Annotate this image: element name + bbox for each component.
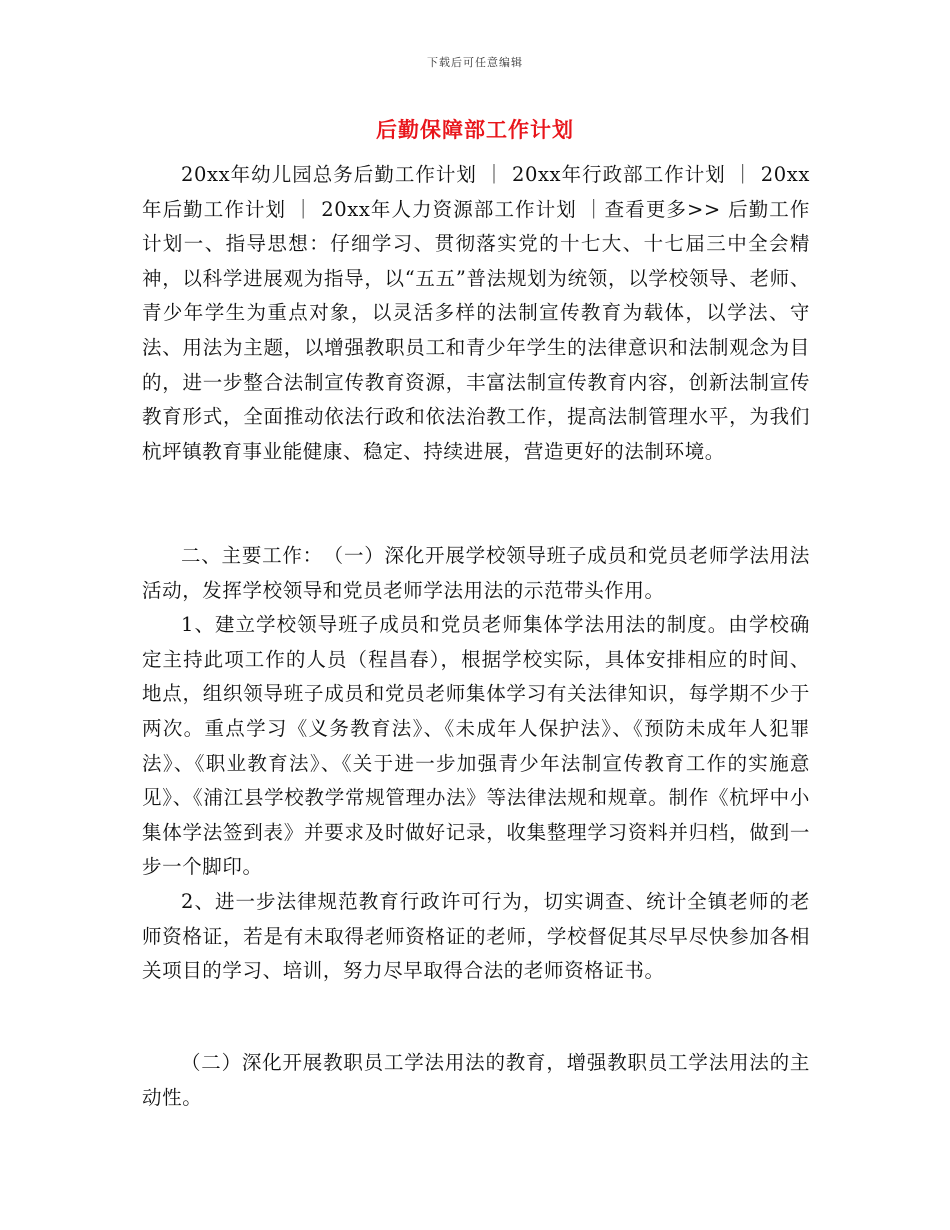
body-section-main-work (142, 539, 810, 989)
paragraph-item-1: 1、建立学校领导班子成员和党员老师集体学法用法的制度。由学校确定主持此项工作的人员（程昌春），根据学校实际，具体安排相应的时间、地点，组织领导班子成员和党员老师集体学习有关法律知识，每学期不少于两次。重点学习《义务教育法》、《未成年人保护法》、《预防未成年人犯罪法》、《职业教育法》、《关于进一步加强青少年法制宣传教育工作的实施意见》、《浦江县学校教学常规管理办法》等法律法规和规章。制作《杭坪中小集体学法签到表》并要求及时做好记录，收集整理学习资料并归档，做到一步一个脚印。 (142, 613, 810, 879)
document-title: 后勤保障部工作计划 (376, 117, 574, 142)
paragraph-guiding-ideology: 20xx年幼儿园总务后勤工作计划 ｜ 20xx年行政部工作计划 ｜ 20xx年后勤工作计划 ｜ 20xx年人力资源部工作计划 ｜查看更多>> 后勤工作计划一、指导思想：仔细学习、贯彻落实党的十七大、十七届三中全会精神，以科学进展观为指导，以“五五”普法规划为统领，以学校领导、老师、青少年学生为重点对象，以灵活多样的法制宣传教育为载体，以学法、守法、用法为主题，以增强教职员工和青少年学生的法律意识和法制观念为目的，进一步整合法制宣传教育资源，丰富法制宣传教育内容，创新法制宣传教育形式，全面推动依法行政和依法治教工作，提高法制管理水平，为我们杭坪镇教育事业能健康、稳定、持续进展，营造更好的法制环境。 (142, 163, 810, 463)
page-header-note: 下载后可任意编辑 (427, 56, 523, 69)
body-section-guiding-ideology (142, 158, 810, 469)
body-section-staff-education (142, 1046, 810, 1115)
paragraph-item-2: 2、进一步法律规范教育行政许可行为，切实调查、统计全镇老师的老师资格证，若是有未取得老师资格证的老师，学校督促其尽早尽快参加各相关项目的学习、培训，努力尽早取得合法的老师资格证书。 (142, 889, 810, 983)
paragraph-main-work: 二、主要工作： （一）深化开展学校领导班子成员和党员老师学法用法活动，发挥学校领导和党员老师学法用法的示范带头作用。 (142, 544, 810, 602)
paragraph-section-two: （二）深化开展教职员工学法用法的教育，增强教职员工学法用法的主动性。 (142, 1051, 810, 1109)
